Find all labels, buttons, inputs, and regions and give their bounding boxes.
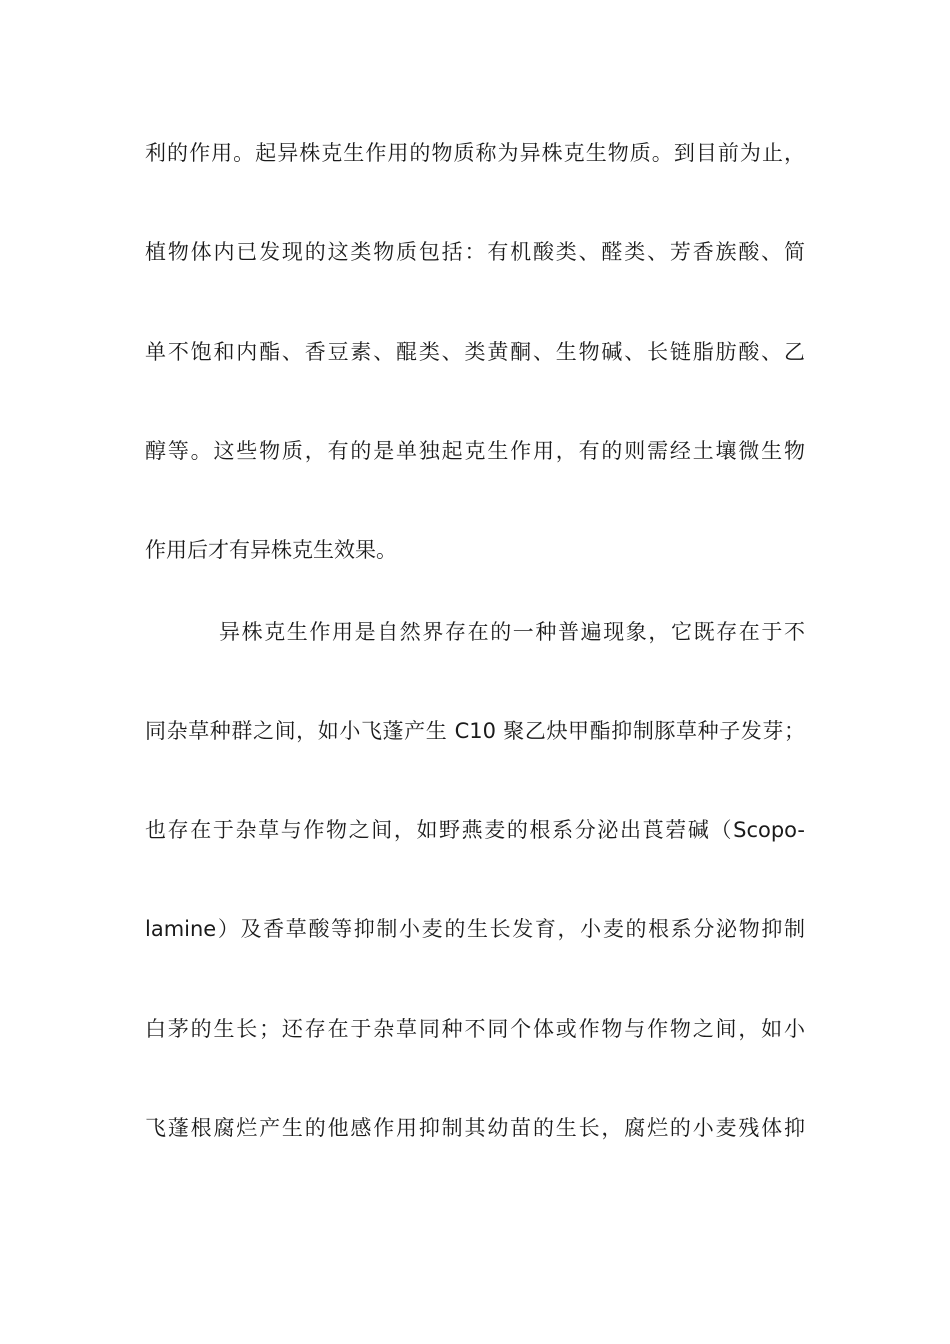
paragraph-line: 也存在于杂草与作物之间，如野燕麦的根系分泌出莨菪碱（Scopo- [145,818,805,842]
paragraph-line: 醇等。这些物质，有的是单独起克生作用，有的则需经土壤微生物 [145,439,805,463]
paragraph-line: 异株克生作用是自然界存在的一种普遍现象，它既存在于不 [219,620,805,644]
paragraph-line: 单不饱和内酯、香豆素、醌类、类黄酮、生物碱、长链脂肪酸、乙 [145,340,805,364]
paragraph-line: 白茅的生长；还存在于杂草同种不同个体或作物与作物之间，如小 [145,1017,805,1041]
paragraph-line: 植物体内已发现的这类物质包括：有机酸类、醛类、芳香族酸、简 [145,240,805,264]
paragraph-line: 飞蓬根腐烂产生的他感作用抑制其幼苗的生长，腐烂的小麦残体抑 [145,1116,805,1140]
paragraph-line: 作用后才有异株克生效果。 [145,538,397,562]
paragraph-line: 同杂草种群之间，如小飞蓬产生 C10 聚乙炔甲酯抑制豚草种子发芽； [145,719,805,743]
paragraph-line: 利的作用。起异株克生作用的物质称为异株克生物质。到目前为止， [145,141,805,165]
paragraph-line: lamine）及香草酸等抑制小麦的生长发育，小麦的根系分泌物抑制 [145,917,805,941]
